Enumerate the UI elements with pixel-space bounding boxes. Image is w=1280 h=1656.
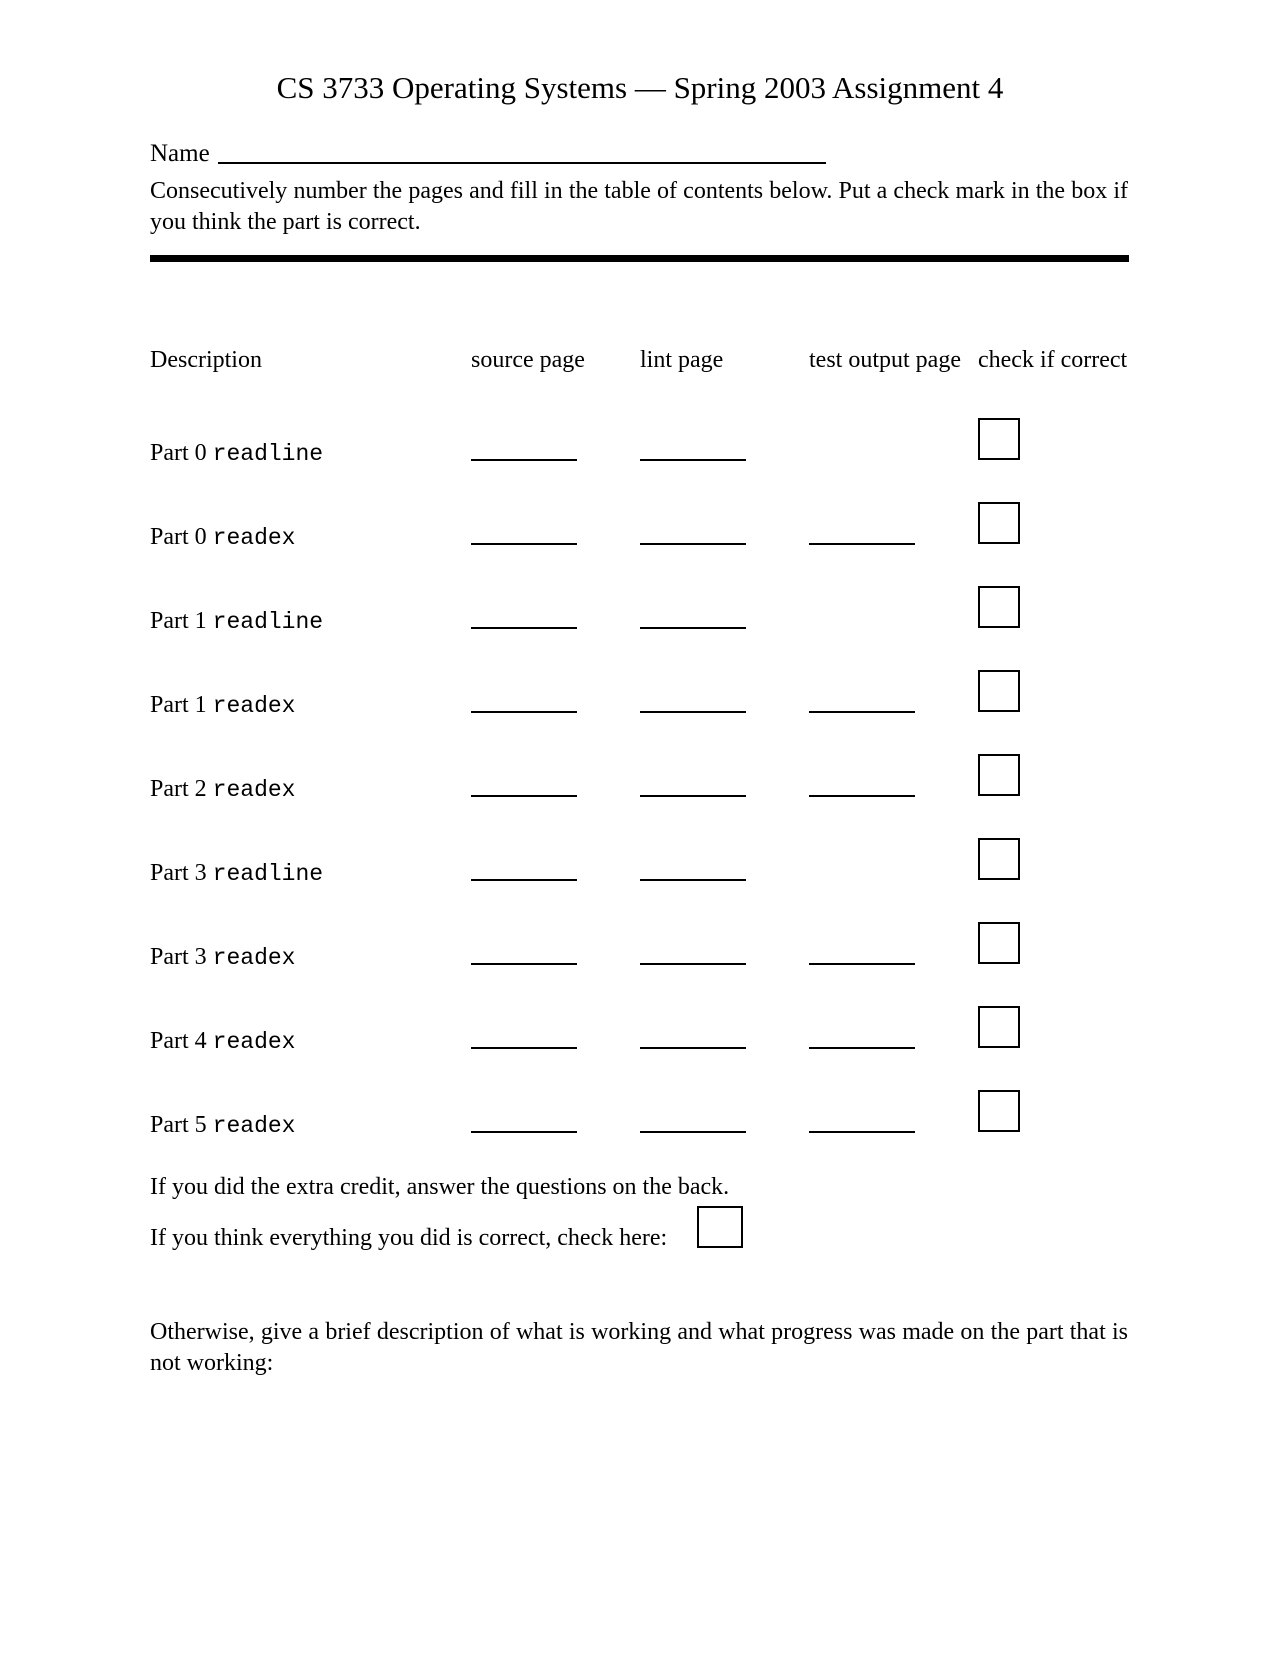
row-part: Part 1 [150, 692, 207, 718]
header-source-page: source page [471, 347, 585, 373]
row-part: Part 2 [150, 776, 207, 802]
lint-page-blank[interactable] [640, 963, 746, 965]
row-label [150, 1112, 296, 1139]
check-if-correct-checkbox[interactable] [978, 502, 1020, 544]
test-output-page-blank[interactable] [809, 1047, 915, 1049]
test-output-page-blank[interactable] [809, 795, 915, 797]
row-code: readex [212, 777, 296, 803]
check-if-correct-checkbox[interactable] [978, 922, 1020, 964]
lint-page-blank[interactable] [640, 1047, 746, 1049]
row-label [150, 608, 323, 635]
row-part: Part 3 [150, 860, 207, 886]
check-if-correct-checkbox[interactable] [978, 418, 1020, 460]
extra-credit-note: If you did the extra credit, answer the questions on the back. [150, 1174, 730, 1200]
source-page-blank[interactable] [471, 711, 577, 713]
check-all-checkbox[interactable] [697, 1206, 743, 1248]
lint-page-blank[interactable] [640, 1131, 746, 1133]
row-code: readline [212, 441, 324, 467]
test-output-page-blank[interactable] [809, 963, 915, 965]
check-if-correct-checkbox[interactable] [978, 838, 1020, 880]
header-test-output-page: test output page [809, 347, 961, 373]
source-page-blank[interactable] [471, 543, 577, 545]
source-page-blank[interactable] [471, 459, 577, 461]
row-label [150, 776, 296, 803]
row-code: readex [212, 1113, 296, 1139]
row-part: Part 0 [150, 524, 207, 550]
row-code: readex [212, 693, 296, 719]
lint-page-blank[interactable] [640, 795, 746, 797]
header-description: Description [150, 347, 262, 373]
row-code: readline [212, 609, 324, 635]
source-page-blank[interactable] [471, 879, 577, 881]
test-output-page-blank[interactable] [809, 1131, 915, 1133]
row-part: Part 4 [150, 1028, 207, 1054]
source-page-blank[interactable] [471, 963, 577, 965]
row-code: readex [212, 525, 296, 551]
check-if-correct-checkbox[interactable] [978, 670, 1020, 712]
test-output-page-blank[interactable] [809, 543, 915, 545]
instructions-text: Consecutively number the pages and fill in the table of contents below. Put a check mark in the box if you think the part is correct. [150, 178, 1128, 235]
source-page-blank[interactable] [471, 1131, 577, 1133]
check-if-correct-checkbox[interactable] [978, 586, 1020, 628]
row-label [150, 692, 296, 719]
check-if-correct-checkbox[interactable] [978, 1090, 1020, 1132]
source-page-blank[interactable] [471, 1047, 577, 1049]
source-page-blank[interactable] [471, 627, 577, 629]
test-output-page-blank[interactable] [809, 711, 915, 713]
page-title: CS 3733 Operating Systems — Spring 2003 Assignment 4 [276, 70, 1004, 105]
row-code: readline [212, 861, 324, 887]
name-field[interactable] [218, 162, 826, 164]
lint-page-blank[interactable] [640, 879, 746, 881]
lint-page-blank[interactable] [640, 627, 746, 629]
lint-page-blank[interactable] [640, 711, 746, 713]
row-label [150, 944, 296, 971]
lint-page-blank[interactable] [640, 543, 746, 545]
row-part: Part 0 [150, 440, 207, 466]
check-if-correct-checkbox[interactable] [978, 1006, 1020, 1048]
row-label [150, 1028, 296, 1055]
row-label [150, 440, 323, 467]
header-check-if-correct: check if correct [978, 347, 1128, 373]
check-all-note: If you think everything you did is correct, check here: [150, 1225, 668, 1251]
check-if-correct-checkbox[interactable] [978, 754, 1020, 796]
row-label [150, 524, 296, 551]
lint-page-blank[interactable] [640, 459, 746, 461]
source-page-blank[interactable] [471, 795, 577, 797]
row-code: readex [212, 1029, 296, 1055]
row-part: Part 3 [150, 944, 207, 970]
divider-rule [150, 255, 1129, 262]
otherwise-note: Otherwise, give a brief description of what is working and what progress was made on the part that is not working: [150, 1319, 1128, 1376]
name-row [150, 140, 826, 168]
row-label [150, 860, 323, 887]
row-code: readex [212, 945, 296, 971]
row-part: Part 1 [150, 608, 207, 634]
row-part: Part 5 [150, 1112, 207, 1138]
name-label: Name [150, 140, 210, 167]
header-lint-page: lint page [640, 347, 724, 373]
